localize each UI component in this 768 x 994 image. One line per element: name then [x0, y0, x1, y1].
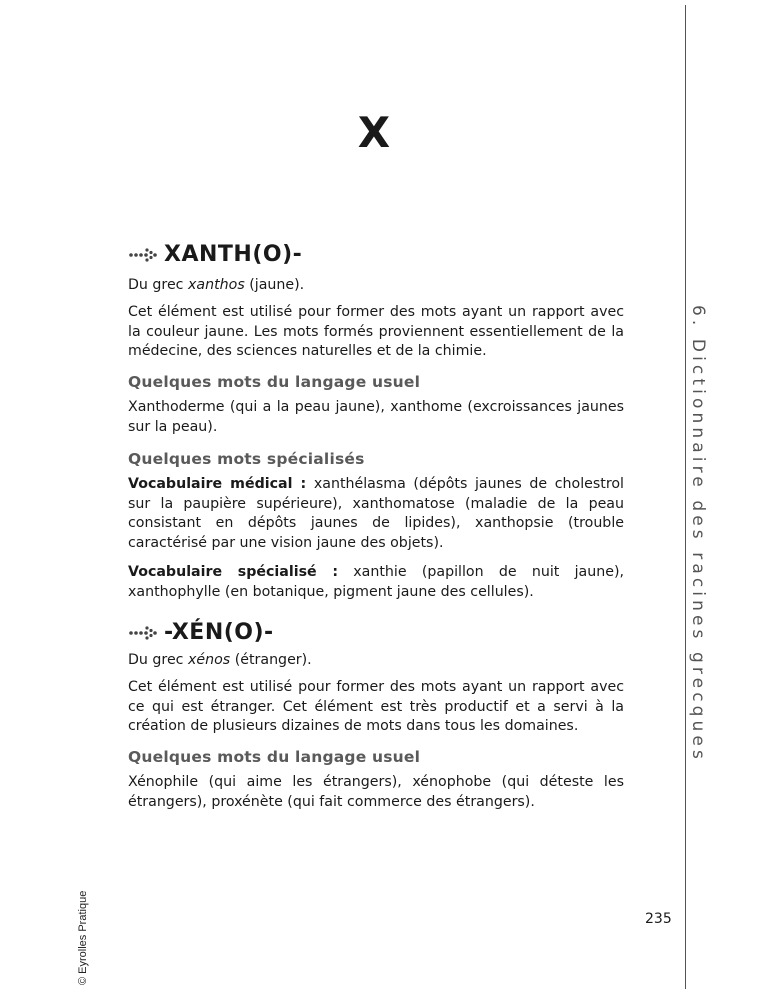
specialized-vocabulary: Vocabulaire spécialisé : xanthie (papillon de nuit jaune), xanthophylle (en botanique, pigment jaune des cellules).: [128, 564, 624, 600]
dotted-arrow-icon: [128, 245, 160, 265]
usual-words-text: Xanthoderme (qui a la peau jaune), xanthome (excroissances jaunes sur la peau).: [128, 399, 624, 435]
usual-words-heading: Quelques mots du langage usuel: [128, 373, 421, 391]
entry-heading: XANTH(O)-: [164, 242, 303, 267]
specialized-label: Vocabulaire spécialisé :: [128, 564, 339, 580]
greek-word: xanthos: [188, 277, 245, 293]
entry-description: Cet élément est utilisé pour former des mots ayant un rapport avec ce qui est étranger. Cet élément est très productif et a servi à la création de plusieurs dizaines de mots dans tous les domaines.: [128, 679, 624, 734]
specialized-words-heading: Quelques mots spécialisés: [128, 450, 365, 468]
section-letter: X: [357, 108, 391, 157]
margin-rule: [685, 5, 686, 989]
medical-vocabulary: Vocabulaire médical : xanthélasma (dépôts jaunes de cholestrol sur la paupière supérieure), xanthomatose (maladie de la peau consistant en dépôts jaunes de lipides), xanthopsie (trouble caractérisé par une vision jaune des objets).: [128, 476, 624, 551]
dotted-arrow-icon: [128, 623, 160, 643]
chapter-title-vertical: 6. Dictionnaire des racines grecques: [688, 305, 708, 763]
entry-title-xeno: [128, 620, 274, 645]
entry-heading: -XÉN(O)-: [164, 620, 274, 645]
etymology: Du grec xénos (étranger).: [128, 652, 312, 668]
entry-title-xantho: [128, 242, 302, 267]
copyright-notice: © Eyrolles Pratique: [77, 890, 89, 985]
page-number: 235: [645, 911, 672, 927]
entry-description: Cet élément est utilisé pour former des mots ayant un rapport avec la couleur jaune. Les mots formés proviennent essentiellement de la médecine, des sciences naturelles et de la chimie.: [128, 304, 624, 359]
greek-word: xénos: [188, 652, 231, 668]
usual-words-heading: Quelques mots du langage usuel: [128, 748, 421, 766]
medical-label: Vocabulaire médical :: [128, 476, 307, 492]
etymology: Du grec xanthos (jaune).: [128, 277, 305, 293]
usual-words-text: Xénophile (qui aime les étrangers), xénophobe (qui déteste les étrangers), proxénète (qui fait commerce des étrangers).: [128, 774, 624, 810]
